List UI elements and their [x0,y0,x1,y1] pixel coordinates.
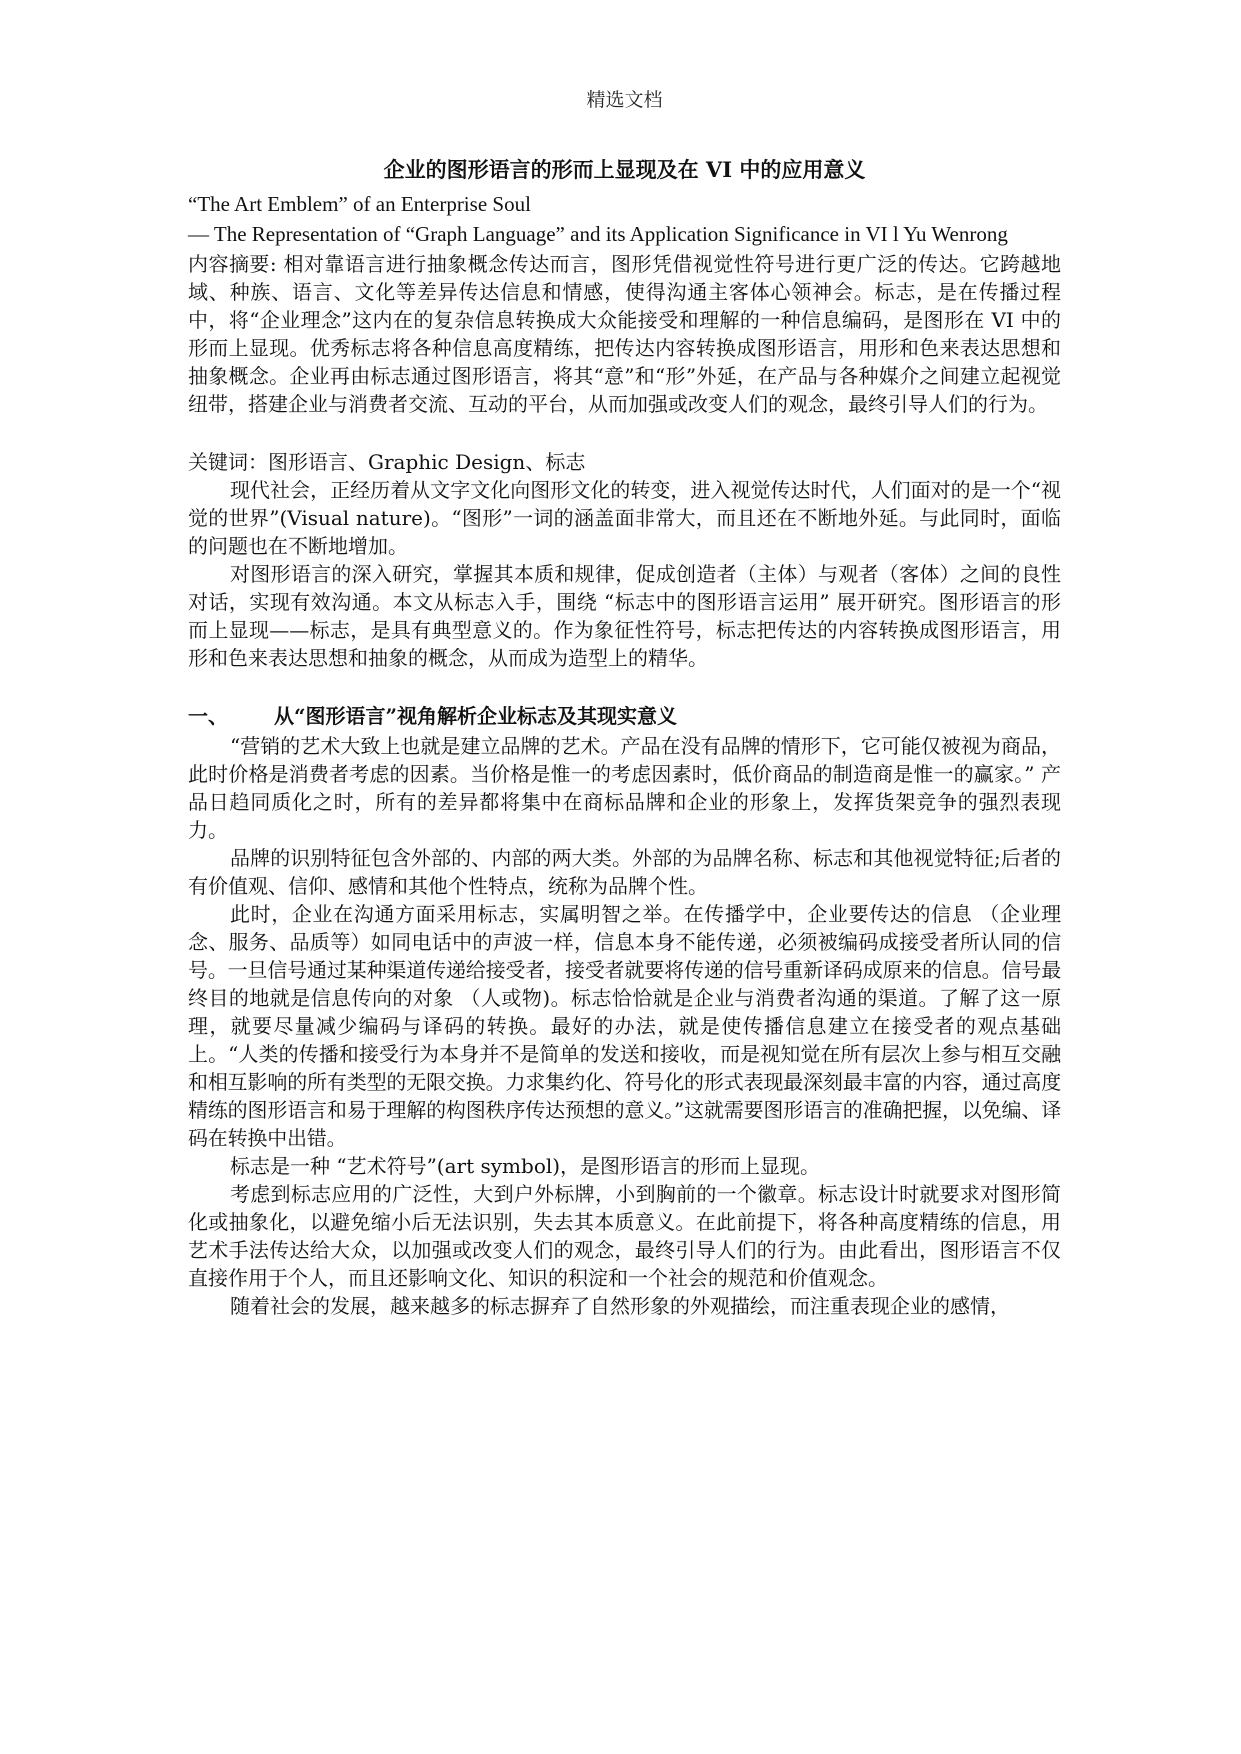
keywords-line: 关键词：图形语言、Graphic Design、标志 [188,450,586,474]
english-title-line-2: — The Representation of “Graph Language” and its Application Significance in VI l Yu Wenrong [188,222,1008,246]
section-paragraph-5: 考虑到标志应用的广泛性，大到户外标牌，小到胸前的一个徽章。标志设计时就要求对图形简化或抽象化，以避免缩小后无法识别，失去其本质意义。在此前提下，将各种高度精练的信息，用艺术手法传达给大众，以加强或改变人们的观念，最终引导人们的行为。由此看出，图形语言不仅直接作用于个人，而且还影响文化、知识的积淀和一个社会的规范和价值观念。 [188,1182,1061,1290]
section-heading [188,702,1061,730]
section-paragraph-3: 此时，企业在沟通方面采用标志，实属明智之举。在传播学中，企业要传达的信息 （企业理念、服务、品质等）如同电话中的声波一样，信息本身不能传递，必须被编码成接受者所认同的信号。一旦信号通过某种渠道传递给接受者，接受者就要将传递的信号重新译码成原来的信息。信号最终目的地就是信息传向的对象 （人或物)。标志恰恰就是企业与消费者沟通的渠道。了解了这一原理，就要尽量减少编码与译码的转换。最好的办法，就是使传播信息建立在接受者的观点基础上。“人类的传播和接受行为本身并不是简单的发送和接收，而是视知觉在所有层次上参与相互交融和相互影响的所有类型的无限交换。力求集约化、符号化的形式表现最深刻最丰富的内容，通过高度精练的图形语言和易于理解的构图秩序传达预想的意义。”这就需要图形语言的准确把握，以免编、译码在转换中出错。 [188,902,1061,1150]
intro-paragraph-2: 对图形语言的深入研究，掌握其本质和规律，促成创造者（主体）与观者（客体）之间的良性对话，实现有效沟通。本文从标志入手，围绕 “标志中的图形语言运用” 展开研究。图形语言的形而上显现——标志，是具有典型意义的。作为象征性符号，标志把传达的内容转换成图形语言，用形和色来表达思想和抽象的概念，从而成为造型上的精华。 [188,562,1061,670]
section-paragraph-4: 标志是一种 “艺术符号”(art symbol)，是图形语言的形而上显现。 [230,1154,821,1178]
section-paragraph-1: “营销的艺术大致上也就是建立品牌的艺术。产品在没有品牌的情形下，它可能仅被视为商品，此时价格是消费者考虑的因素。当价格是惟一的考虑因素时，低价商品的制造商是惟一的赢家。” 产品日趋同质化之时，所有的差异都将集中在商标品牌和企业的形象上，发挥货架竞争的强烈表现力。 [188,734,1061,842]
english-title-line-1: “The Art Emblem” of an Enterprise Soul [188,192,531,216]
spacer [188,418,1061,448]
section-paragraph-2: 品牌的识别特征包含外部的、内部的两大类。外部的为品牌名称、标志和其他视觉特征;后者的有价值观、信仰、感情和其他个性特点，统称为品牌个性。 [188,846,1061,898]
page-header: 精选文档 [586,89,663,111]
section-title: 从“图形语言”视角解析企业标志及其现实意义 [274,704,678,728]
section-paragraph-6: 随着社会的发展，越来越多的标志摒弃了自然形象的外观描绘，而注重表现企业的感情， [230,1294,1010,1318]
intro-paragraph-1: 现代社会，正经历着从文字文化向图形文化的转变，进入视觉传达时代，人们面对的是一个“视觉的世界”(Visual nature)。“图形”一词的涵盖面非常大，而且还在不断地外延。与此同时，面临的问题也在不断地增加。 [188,478,1061,558]
document-title: 企业的图形语言的形而上显现及在 VI 中的应用意义 [383,157,866,182]
abstract-paragraph: 内容摘要: 相对靠语言进行抽象概念传达而言，图形凭借视觉性符号进行更广泛的传达。它跨越地域、种族、语言、文化等差异传达信息和情感，使得沟通主客体心领神会。标志，是在传播过程中，将“企业理念”这内在的复杂信息转换成大众能接受和理解的一种信息编码，是图形在 VI 中的形而上显现。优秀标志将各种信息高度精练，把传达内容转换成图形语言，用形和色来表达思想和抽象概念。企业再由标志通过图形语言，将其“意”和“形”外延，在产品与各种媒介之间建立起视觉纽带，搭建企业与消费者交流、互动的平台，从而加强或改变人们的观念，最终引导人们的行为。 [188,252,1061,416]
section-number: 一、 [188,704,228,728]
